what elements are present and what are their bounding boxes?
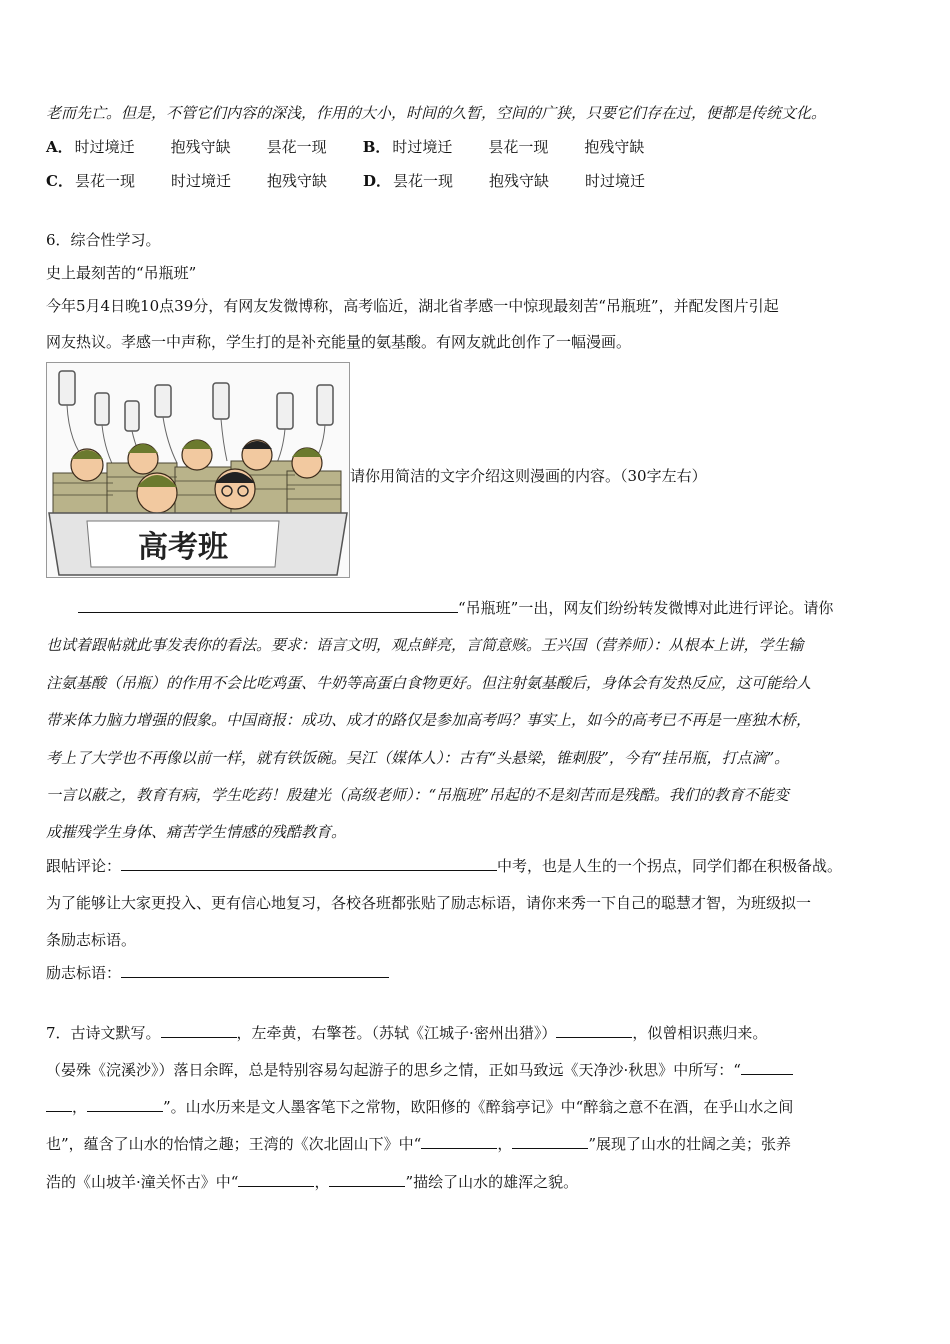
q7-line3 [46,1097,793,1117]
q5-options-row-1 [46,137,644,157]
cartoon-illustration [47,363,349,577]
option-d-item-2: 抱残守缺 [489,172,550,190]
option-a-item-2: 抱残守缺 [170,138,231,156]
option-b-item-1: 时过境迁 [392,138,453,156]
q7-blank-7[interactable] [238,1172,314,1187]
option-c-item-2: 时过境迁 [170,172,231,190]
q7-text-4c: ”展现了山水的壮阔之美；张养 [588,1135,792,1153]
q6-slogan-answer [46,963,389,983]
q6-heading: 6．综合性学习。 [46,231,161,249]
q7-text-2a: （晏殊《浣溪沙》）落日余晖，总是特别容易勾起游子的思乡之情，正如马致远《天净沙·秋思》中所写：“ [46,1061,741,1079]
q7-blank-8[interactable] [329,1172,405,1187]
option-c-item-1: 昙花一现 [74,172,135,190]
q7-text-5c: ”描绘了山水的雄浑之貌。 [405,1173,579,1191]
option-d-item-3: 时过境迁 [585,172,646,190]
option-b-item-3: 抱残守缺 [584,138,645,156]
q6-para2-line3: 注氨基酸（吊瓶）的作用不会比吃鸡蛋、牛奶等高蛋白食物更好。但注射氨基酸后，身体会有发热反应，这可能给人 [46,674,812,692]
iv-bottles [59,371,333,431]
option-d-label: D． [363,172,392,190]
option-d-item-1: 昙花一现 [393,172,454,190]
slogan-label: 励志标语： [46,964,122,982]
q6-comment-line [46,856,842,876]
q6-para1-line2: 网友热议。孝感一中声称，学生打的是补充能量的氨基酸。有网友就此创作了一幅漫画。 [46,333,632,351]
q7-blank-2[interactable] [556,1023,632,1038]
option-c-item-3: 抱残守缺 [266,172,327,190]
q7-text-5a: 浩的《山坡羊·潼关怀古》中“ [46,1173,239,1191]
q7-blank-5[interactable] [421,1134,497,1149]
q7-blank-4[interactable] [87,1097,163,1112]
q6-para2-line1 [78,598,833,618]
q7-line4 [46,1134,791,1154]
cartoon-sign-text: 高考班 [138,530,228,565]
q7-blank-6[interactable] [512,1134,588,1149]
comment-tail: 中考，也是人生的一个拐点，同学们都在积极备战。 [497,857,843,875]
q6-slogan-line2: 条励志标语。 [46,931,137,949]
answer-blank-slogan[interactable] [121,963,389,978]
q7-text-3a: ， [72,1098,88,1116]
q6-slogan-line1: 为了能够让大家更投入、更有信心地复习，各校各班都张贴了励志标语，请你来秀一下自己的聪慧才智，为班级拟一 [46,894,812,912]
q7-text-1c: ，似曾相识燕归来。 [632,1024,768,1042]
q6-para2-line4: 带来体力脑力增强的假象。中国商报：成功、成才的路仅是参加高考吗？事实上，如今的高考已不再是一座独木桥， [46,711,812,729]
q6-subtitle: 史上最刻苦的“吊瓶班” [46,264,197,282]
q7-blank-3b[interactable] [46,1097,72,1112]
option-a-label: A． [46,138,73,156]
q7-heading: 7．古诗文默写。 [46,1024,161,1042]
option-a-item-3: 昙花一现 [266,138,327,156]
q7-text-4a: 也”，蕴含了山水的怡情之趣；王湾的《次北固山下》中“ [46,1135,422,1153]
q6-para1-line1: 今年5月4日晚10点39分，有网友发微博称，高考临近，湖北省孝感一中惊现最刻苦“吊瓶班”，并配发图片引起 [46,297,779,315]
q6-para2-line5: 考上了大学也不再像以前一样，就有铁饭碗。吴江（媒体人）：古有“头悬梁，锥刺股”，今有“挂吊瓶，打点滴”。 [46,749,790,767]
option-a-item-1: 时过境迁 [74,138,135,156]
answer-blank-comment[interactable] [121,856,497,871]
q7-line5 [46,1172,578,1192]
q7-line1 [46,1023,767,1043]
option-b-item-2: 昙花一现 [488,138,549,156]
q6-para2-line7: 成摧残学生身体、痛苦学生情感的残酷教育。 [46,823,347,841]
q7-line2 [46,1060,793,1080]
q5-options-row-2 [46,171,645,191]
q6-para2-line2: 也试着跟帖就此事发表你的看法。要求：语言文明，观点鲜亮，言简意赅。王兴国（营养师）：从根本上讲，学生输 [46,636,804,654]
answer-blank-cartoon[interactable] [78,598,458,613]
q7-text-1b: ，左牵黄，右擎苍。（苏轼《江城子·密州出猎》） [236,1024,557,1042]
option-c-label: C． [46,172,73,190]
cartoon-image [46,362,350,578]
comment-label: 跟帖评论： [46,857,122,875]
q5-text-line: 老而先亡。但是，不管它们内容的深浅，作用的大小，时间的久暂，空间的广狭，只要它们存在过，便都是传统文化。 [46,104,827,122]
q6-para2-line6: 一言以蔽之，教育有病，学生吃药！殷建光（高级老师）：“吊瓶班”吊起的不是刻苦而是残酷。我们的教育不能变 [46,786,789,804]
q6-para2-text: “吊瓶班”一出，网友们纷纷转发微博对此进行评论。请你 [458,599,834,617]
q7-blank-1[interactable] [161,1023,237,1038]
q7-text-3b: ”。山水历来是文人墨客笔下之常物，欧阳修的《醉翁亭记》中“醉翁之意不在酒，在乎山水之间 [163,1098,794,1116]
q6-prompt: 请你用简洁的文字介绍这则漫画的内容。（30字左右） [350,467,707,485]
option-b-label: B． [362,138,391,156]
q7-text-5b: ， [314,1173,330,1191]
q7-text-4b: ， [497,1135,513,1153]
q7-blank-3a[interactable] [741,1060,793,1075]
